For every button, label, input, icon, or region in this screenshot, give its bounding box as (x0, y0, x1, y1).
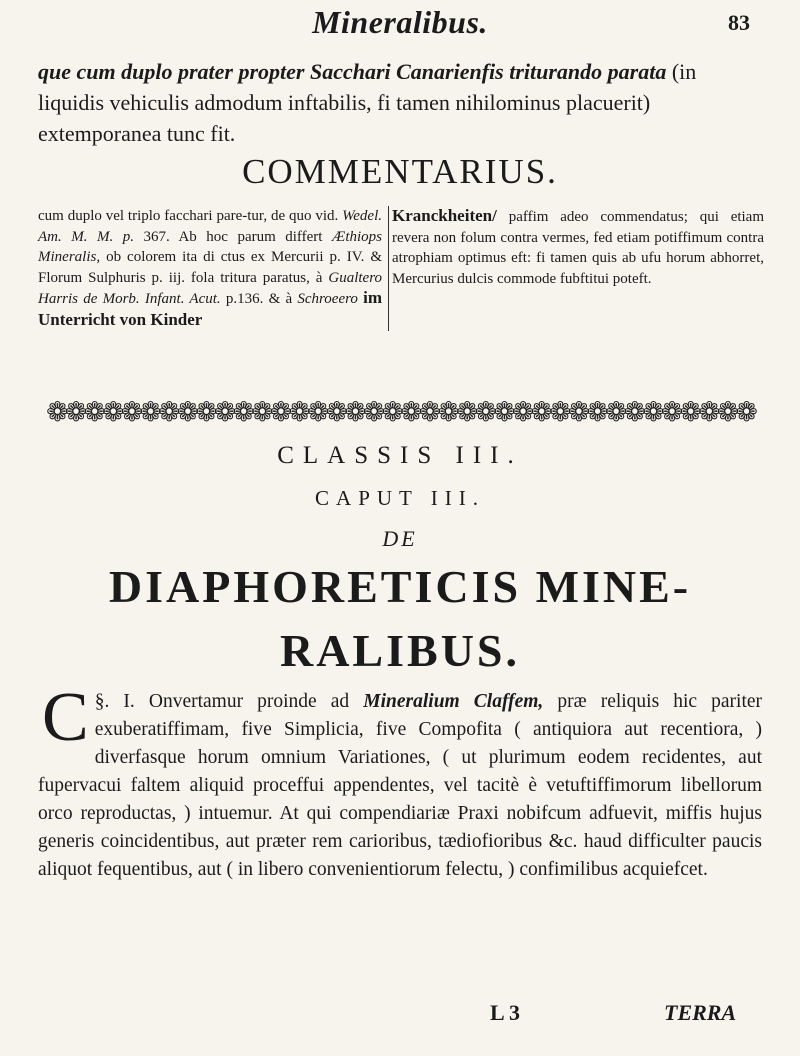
signature-mark: L 3 (490, 1000, 520, 1025)
commentary-left-column (38, 206, 389, 331)
commentary-left-text-3: , ob colorem ita di ctus ex Mercurii p. IV. & Florum Sulphuris p. iij. fola tritura paratus, à (38, 249, 382, 286)
commentary-left-ref-4: Schroeero (297, 291, 358, 307)
commentary-left-fraktur: im Unterricht von Kinder (38, 288, 383, 329)
de-heading: DE (382, 526, 418, 551)
running-title: Mineralibus. (312, 4, 488, 40)
commentary-right-column (392, 206, 764, 289)
drop-cap: C (42, 679, 89, 756)
commentary-left-ref-3: Gualtero Harris de Morb. Infant. Acut. (38, 269, 382, 307)
commentary-left-ref-1: Wedel. Am. M. M. p. (38, 208, 383, 245)
caput-heading: CAPUT III. (315, 486, 485, 510)
opening-italic: que cum duplo prater propter Sacchari Canarienfis triturando parata (38, 59, 667, 84)
commentary-left-text-4: p.136. & à (225, 291, 293, 307)
main-title-line-1: DIAPHORETICIS MINE- (108, 561, 692, 612)
section-paragraph (38, 679, 763, 884)
catchword: TERRA (664, 1000, 737, 1025)
paragraph-text-2: præ reliquis hic pariter exuberatiffimam, five Simplicia, five Compofita ( antiquiora aut recentiora, ) diverfasque horum omnium Variationes, ( ut plurimum eodem recidentes, aut fupervacui faltem aliquid proceffui appendentes, vel tacitè è vetuftiffimorum libellorum orco reproductas, ) intuemur. At qui compendiariæ Praxi nobifcum adfuevit, miffis hujus generis coincidentibus, aut præter rem carioribus, tædiofioribus &c. haud difficulter paucis aliquot fequentibus, aut ( in libero convenientiorum felectu, ) confimilibus acquiefcet. (38, 691, 763, 880)
classis-heading: CLASSIS III. (277, 442, 523, 469)
paragraph-text-1: Onvertamur proinde ad (148, 691, 350, 712)
paragraph-italic: Mineralium Claffem, (363, 691, 544, 712)
commentary-left-text-2: 367. Ab hoc parum differt (143, 228, 323, 245)
commentary-left-ref-2: Æthiops Mineralis (38, 228, 383, 265)
commentarius-heading: COMMENTARIUS. (242, 152, 558, 191)
commentary-left-text-1: cum duplo vel triplo facchari pare-tur, de quo vid. (38, 208, 339, 224)
commentary-right-text: paffim adeo commendatus; qui etiam revera non folum contra vermes, fed etiam potiffimum contra atrophiam optimus eft: fi tamen quis ab ufu horum abhorret, Mercurius dulcis commode fubftitui poteft. (392, 209, 765, 287)
section-number: §. I. (94, 691, 135, 712)
main-title-line-2: RALIBUS. (279, 625, 520, 676)
ornament-divider: ❁❁❁❁❁❁❁❁❁❁❁❁❁❁❁❁❁❁❁❁❁❁❁❁❁❁❁❁❁❁❁❁❁❁❁❁❁❁ (46, 398, 754, 428)
opening-body: (in liquidis vehiculis admodum inftabilis, fi tamen nihilominus placuerit) extemporanea tunc fit. (38, 59, 697, 146)
commentary-right-fraktur: Kranckheiten/ (392, 206, 497, 225)
page-number: 83 (728, 10, 750, 35)
opening-text (38, 56, 762, 149)
